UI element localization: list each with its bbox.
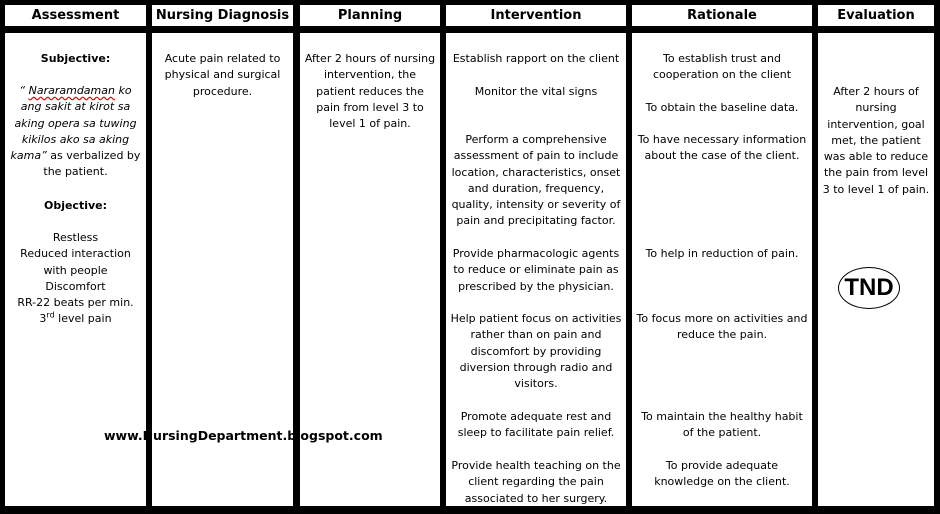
intervention-item: Provide health teaching on the client regarding the pain associated to her surgery. bbox=[451, 459, 621, 505]
intervention-item: Perform a comprehensive assessment of pain to include location, characteristics, onset and duration, frequency, quality, intensity or severity of pain and precipitating factor. bbox=[451, 133, 621, 228]
rationale-cell bbox=[632, 33, 812, 506]
rationale-item: To focus more on activities and reduce the pain. bbox=[636, 312, 808, 342]
header-evaluation: Evaluation bbox=[818, 5, 934, 26]
rationale-item: To obtain the baseline data. bbox=[645, 101, 799, 114]
header-rationale: Rationale bbox=[632, 5, 812, 26]
objective-item: Discomfort bbox=[45, 279, 106, 293]
intervention-item: Provide pharmacologic agents to reduce or eliminate pain as prescribed by the physician. bbox=[452, 247, 620, 293]
intervention-item: Help patient focus on activities rather than on pain and discomfort by providing diversion through radio and visitors. bbox=[450, 312, 622, 391]
header-assessment: Assessment bbox=[5, 5, 146, 26]
subjective-quote: “ Nararamdaman ko ang sakit at kirot sa aking opera sa tuwing kikilos ako sa aking kama” as verbalized by the patient. bbox=[10, 84, 141, 179]
objective-label: Objective: bbox=[43, 199, 108, 212]
objective-item: RR-22 beats per min. bbox=[17, 296, 134, 310]
intervention-item: Establish rapport on the client bbox=[452, 52, 620, 65]
objective-item: Restless bbox=[52, 231, 99, 244]
header-nursing-diagnosis: Nursing Diagnosis bbox=[152, 5, 293, 26]
rationale-item: To establish trust and cooperation on the client bbox=[652, 52, 792, 82]
subjective-label: Subjective: bbox=[40, 52, 111, 65]
watermark-url: www.NursingDepartment.blogspot.com bbox=[104, 428, 383, 443]
rationale-item: To provide adequate knowledge on the client. bbox=[654, 459, 790, 489]
diagnosis-text: Acute pain related to physical and surgical procedure. bbox=[164, 52, 281, 98]
intervention-cell bbox=[446, 33, 626, 506]
objective-item-pain: 3rd level pain bbox=[39, 310, 112, 326]
misspelled-word: Nararamdaman bbox=[28, 84, 115, 97]
header-intervention: Intervention bbox=[446, 5, 626, 26]
rationale-item: To maintain the healthy habit of the patient. bbox=[641, 410, 803, 440]
intervention-item: Monitor the vital signs bbox=[474, 85, 598, 98]
rationale-item: To help in reduction of pain. bbox=[645, 247, 799, 260]
header-planning: Planning bbox=[300, 5, 440, 26]
rationale-item: To have necessary information about the case of the client. bbox=[637, 133, 807, 163]
planning-text: After 2 hours of nursing intervention, the patient reduces the pain from level 3 to level 1 of pain. bbox=[304, 52, 436, 131]
objective-item: Reduced interaction with people bbox=[20, 247, 131, 277]
intervention-item: Promote adequate rest and sleep to facilitate pain relief. bbox=[457, 410, 615, 440]
evaluation-text: After 2 hours of nursing intervention, goal met, the patient was able to reduce the pain from level 3 to level 1 of pain. bbox=[822, 85, 930, 196]
objective-list bbox=[5, 230, 146, 328]
tnd-stamp: TND bbox=[838, 267, 900, 309]
